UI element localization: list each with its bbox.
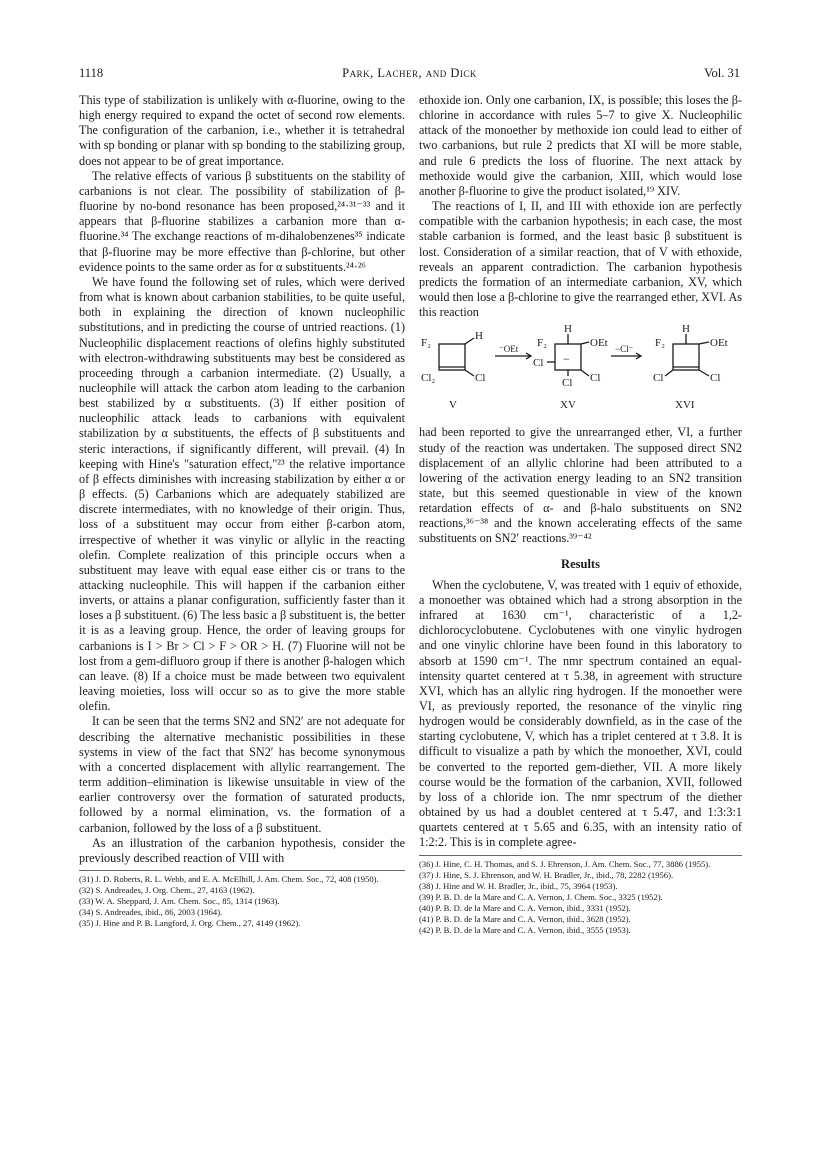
paragraph: ethoxide ion. Only one carbanion, IX, is possible; this loses the β-chlorine in accordance with rules 5–7 to give X. Nucleophilic attack of the monoether by methoxide ion could lead to either of two carbanions, but rule 2 predicts that XI will be more stable, and rule 6 predicts the loss of fluorine. The next attack by methoxide would give the carbanion, XIII, which would lose another β-fluorine to give the product isolated,¹⁹ XIV. [419, 93, 742, 198]
xvi-bottom-right: Cl [710, 372, 721, 385]
paragraph: It can be seen that the terms SN2 and SN2′ are not adequate for describing the alternative mechanistic possibilities in these systems in view of the fact that SN2′ has become synonymous with a concerted displacement with allylic rearrangement. The term addition–elimination is likewise unsuitable in view of the earlier controversy over the formation of saturated products, followed by a normal elimination, vs. the formation of a carbanion, followed by the loss of a β substituent. [79, 714, 405, 835]
compound-label-v: V [449, 399, 457, 412]
arrow-1-label: ⁻OEt [499, 344, 519, 355]
ring-xvi [673, 344, 699, 370]
reaction-scheme [419, 323, 742, 421]
footnote: (39) P. B. D. de la Mare and C. A. Vernon, J. Chem. Soc., 3325 (1952). [419, 891, 663, 902]
footnote: (34) S. Andreades, ibid., 86, 2003 (1964). [79, 906, 223, 917]
footnote: (36) J. Hine, C. H. Thomas, and S. J. Ehrenson, J. Am. Chem. Soc., 77, 3886 (1955). [419, 858, 711, 869]
footnote: (35) J. Hine and P. B. Langford, J. Org. Chem., 27, 4149 (1962). [79, 917, 301, 928]
footnote: (33) W. A. Sheppard, J. Am. Chem. Soc., 85, 1314 (1963). [79, 895, 280, 906]
xv-top: H [564, 323, 572, 336]
xv-bottom-right: Cl [590, 372, 601, 385]
paragraph: The reactions of I, II, and III with ethoxide ion are perfectly compatible with the carbanion hypothesis; in each case, the most stable carbanion is formed, and the least basic β substituent is lost. Consideration of a similar reaction, that of V with ethoxide, reveals an apparent contradiction. The carbanion hypothesis predicts the formation of an intermediate carbanion, XV, which would then lose a β-chlorine to give the rearranged ether, XVI. As this reaction [419, 199, 742, 320]
compound-label-xv: XV [560, 399, 576, 412]
v-bottom-right: Cl [475, 372, 486, 385]
footnotes-left [79, 874, 405, 929]
v-top-left: F₂ [421, 337, 431, 350]
xv-top-left: F₂ [537, 337, 547, 350]
footnotes-right [419, 859, 742, 936]
xvi-top-right: OEt [710, 337, 728, 350]
xvi-bottom-left: Cl [653, 372, 664, 385]
footnote: (37) J. Hine, S. J. Ehrenson, and W. H. Bradler, Jr., ibid., 78, 2282 (1956). [419, 869, 674, 880]
paragraph: The relative effects of various β substituents on the stability of carbanions is not clear. The possibility of stabilization of β-fluorine by no-bond resonance has been proposed,²⁴·³¹⁻³³ and it appears that β-fluorine stabilizes a carbanion more than α-fluorine.³⁴ The exchange reactions of m-dihalobenzenes³⁵ indicate that β-fluorine may be more effective than β-chlorine, but other evidence points to the same order as for α substituents.²⁴·²⁶ [79, 168, 405, 274]
running-header [79, 66, 740, 84]
volume-label: Vol. 31 [704, 66, 740, 80]
xv-top-right: OEt [590, 337, 608, 350]
reaction-scheme-drawing [419, 323, 742, 421]
xv-bottom: Cl [562, 377, 573, 390]
right-column [419, 93, 742, 936]
v-bottom-left: Cl₂ [421, 372, 436, 385]
footnote-rule [419, 855, 742, 856]
left-column [79, 93, 405, 929]
footnote: (41) P. B. D. de la Mare and C. A. Vernon, ibid., 3628 (1952). [419, 913, 631, 924]
paragraph: This type of stabilization is unlikely with α-fluorine, owing to the high energy required to expand the octet of second row elements. The configuration of the carbanion, i.e., whether it is tetrahedral with sp bonding or planar with sp bonding to the stabilizing group, does not appear to be of great importance. [79, 93, 405, 168]
xvi-top: H [682, 323, 690, 336]
v-top-right: H [475, 330, 483, 343]
footnote: (32) S. Andreades, J. Org. Chem., 27, 4163 (1962). [79, 884, 255, 895]
section-heading-results: Results [561, 556, 600, 571]
running-authors: Park, Lacher, and Dick [342, 66, 477, 80]
footnote-rule [79, 870, 405, 871]
paragraph: When the cyclobutene, V, was treated with 1 equiv of ethoxide, a monoether was obtained which had a strong absorption in the infrared at 1630 cm⁻¹, characteristic of a 1,2-dichlorocyclobutene. Cyclobutenes with one vinylic hydrogen and one vinylic chlorine have been found in this laboratory to absorb at 1590 cm⁻¹. The nmr spectrum contained an equal-intensity quartet centered at τ 5.38, in agreement with structure XVI, which has an allylic ring hydrogen. If the monoether were VI, as previously reported, the resonance of the vinylic ring hydrogen would be considerably downfield, as in the case of the starting cyclobutene, V, which has a triplet centered at τ 3.8. It is difficult to visualize a path by which the monoether, XVI, could be converted to the reported gem-diether, VII. A more likely course would be the formation of the carbanion, XVII, followed by loss of a chloride ion. The nmr spectrum of the diether obtained by us had a doublet centered at τ 5.47, and 1:3:3:1 quartets centered at τ 5.65 and 6.35, with an intensity ratio of 1:2:2. This is in complete agree- [419, 577, 742, 850]
page-number: 1118 [79, 66, 104, 80]
paragraph: had been reported to give the unrearranged ether, VI, a further study of the reaction was undertaken. The supposed direct SN2 displacement of an allylic chlorine had been attributed to a lowering of the activation energy leading to an SN2 transition state, but this seemed questionable in view of the known retardation effects of α- and β-halo substituents on SN2 reactions,³⁶⁻³⁸ and the known accelerating effects of the same substituents on SN2′ reactions.³⁹⁻⁴² [419, 425, 742, 546]
xvi-top-left: F₂ [655, 337, 665, 350]
footnote: (38) J. Hine and W. H. Bradler, Jr., ibid., 75, 3964 (1953). [419, 880, 618, 891]
paragraph: We have found the following set of rules, which were derived from what is known about carbanion stabilities, to be quite useful, both in explaining the direction of known nucleophilic substitutions, and in predicting the course of untried reactions. (1) Nucleophilic displacement reactions of olefins highly substituted with electron-withdrawing substituents may best be considered as proceeding through a carbanion intermediate. (2) Usually, a nucleophile will attack the carbon atom leading to the carbanion best stabilized by α substituents. (3) If either position of nucleophilic attack leads to carbanions with equivalent stabilization by α substituents, the effects of β substituents and steric interactions, if significantly different, will prevail. (4) In keeping with Hine's "saturation effect,"²³ the relative importance of β effects diminishes with increasing stabilization by either α or β effects. (5) Carbanions which are adequately stabilized are discrete intermediates, with no knowledge of their origin. Thus, loss of a substituent may occur from either β-carbon atom, irrespective of whether it was vinylic or allylic in the reacting olefin. Complete realization of this principle occurs when a substituent may leave with equal ease either cis or trans to the attacking nucleophile. This will happen if the carbanion either inverts, or attains a planar configuration, sufficiently faster than it loses a β substituent. (6) The less basic a β substituent is, the better it is as a leaving group. Hence, the order of leaving groups for carbanions is I > Br > Cl > F > OR > H. (7) Fluorine will not be lost from a gem-difluoro group if there is another β-halogen which can leave. (8) If a choice must be made between two equivalent leaving moieties, loss will occur so as to give the more stable olefin. [79, 274, 405, 714]
paragraph: As an illustration of the carbanion hypothesis, consider the previously described reaction of VIII with [79, 835, 405, 865]
footnote: (42) P. B. D. de la Mare and C. A. Vernon, ibid., 3555 (1953). [419, 924, 631, 935]
footnote: (40) P. B. D. de la Mare and C. A. Vernon, ibid., 3331 (1952). [419, 902, 631, 913]
footnote: (31) J. D. Roberts, R. L. Webb, and E. A. McElhill, J. Am. Chem. Soc., 72, 408 (1950). [79, 873, 379, 884]
xv-bottom-left: Cl [533, 357, 544, 370]
ring-v [439, 344, 465, 370]
compound-label-xvi: XVI [675, 399, 695, 412]
arrow-2-label: −Cl⁻ [615, 344, 634, 355]
xv-charge: − [563, 352, 570, 367]
